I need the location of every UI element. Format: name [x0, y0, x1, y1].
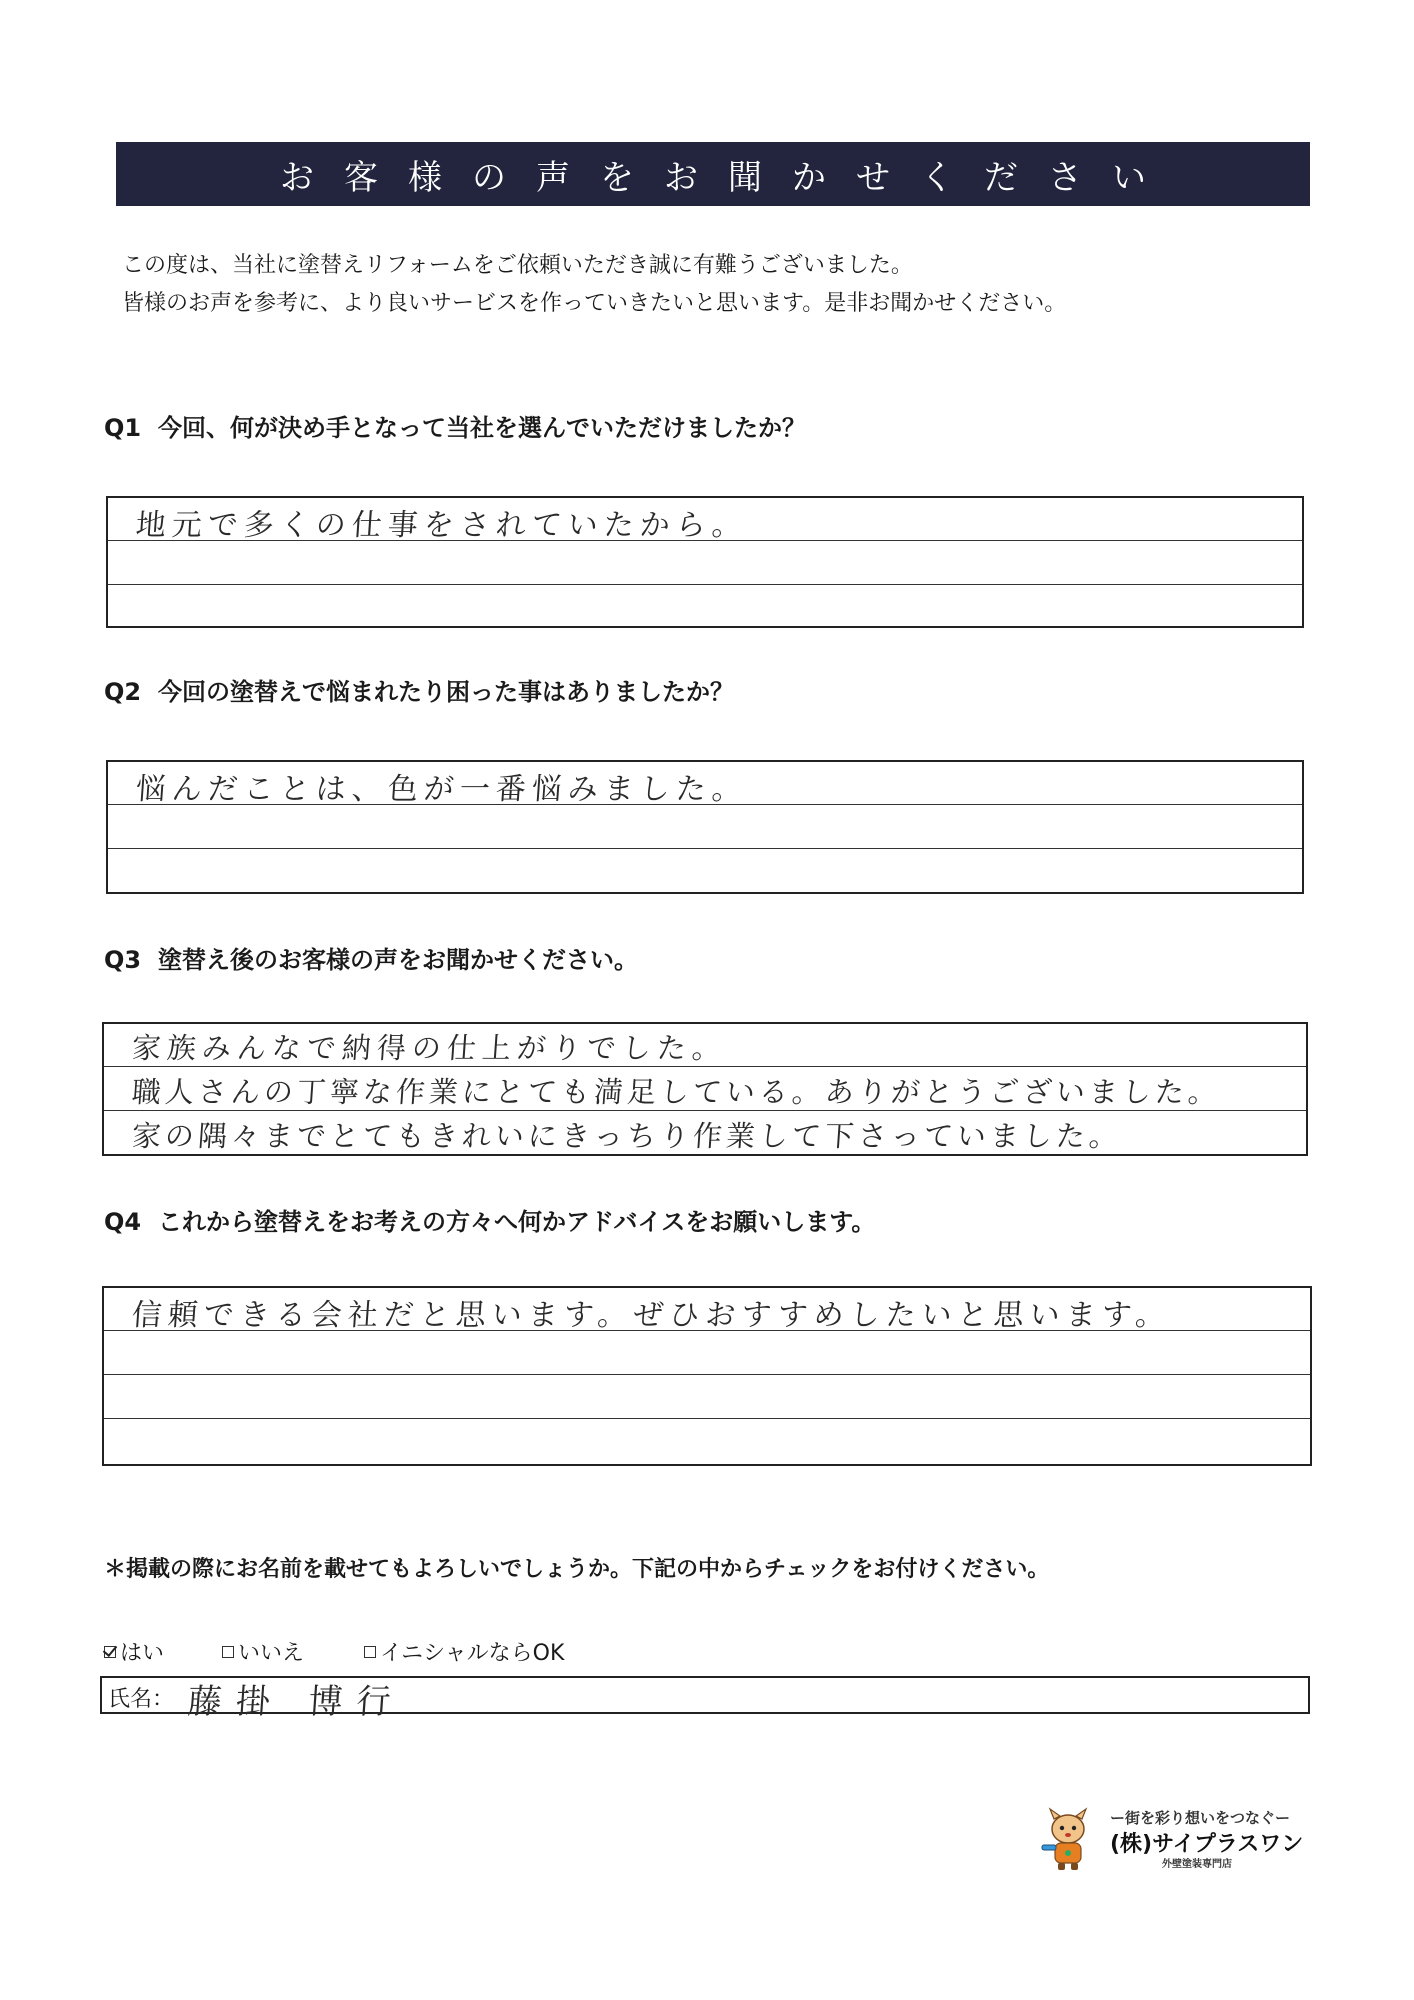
option-label: いいえ	[238, 1641, 305, 1666]
question-2	[104, 672, 734, 707]
question-number: Q4	[104, 1208, 142, 1236]
question-text: 今回、何が決め手となって当社を選んでいただけましたか？	[158, 414, 806, 442]
answer-q2-line1: 悩んだことは、色が一番悩みました。	[134, 772, 749, 807]
question-1	[104, 408, 806, 443]
page-title: お客様の声をお聞かせください	[116, 142, 1310, 206]
answer-line	[104, 1374, 1310, 1375]
answer-box-q1[interactable]	[106, 496, 1304, 628]
answer-q3-line1: 家族みんなで納得の仕上がりでした。	[130, 1031, 729, 1065]
company-logo	[1030, 1805, 1304, 1885]
name-field[interactable]	[100, 1676, 1310, 1722]
intro-line-2: 皆様のお声を参考に、より良いサービスを作っていきたいと思います。是非お聞かせください。	[122, 291, 1067, 316]
question-4	[104, 1202, 875, 1237]
answer-box-q3[interactable]	[102, 1022, 1308, 1156]
answer-line	[108, 848, 1302, 849]
consent-option-initials[interactable]	[364, 1636, 564, 1667]
checkbox[interactable]	[364, 1646, 376, 1658]
question-number: Q1	[104, 414, 142, 442]
answer-box-q2[interactable]	[106, 760, 1304, 894]
question-text: これから塗替えをお考えの方々へ何かアドバイスをお願いします。	[158, 1208, 876, 1236]
answer-q3-line3: 家の隅々までとてもきれいにきっちり作業して下さっていました。	[130, 1119, 1124, 1153]
option-label: イニシャルならOK	[380, 1641, 565, 1666]
answer-q1-line1: 地元で多くの仕事をされていたから。	[134, 508, 749, 543]
checkbox-checked[interactable]	[104, 1646, 116, 1658]
logo-tagline: ー街を彩り想いをつなぐー	[1110, 1809, 1291, 1827]
intro-line-1: この度は、当社に塗替えリフォームをご依頼いただき誠に有難うございました。	[122, 253, 913, 278]
answer-line	[104, 1418, 1310, 1419]
answer-q4-line1: 信頼できる会社だと思います。ぜひおすすめしたいと思います。	[130, 1298, 1173, 1333]
consent-option-yes[interactable]	[104, 1636, 164, 1667]
name-label: 氏名：	[108, 1687, 175, 1712]
answer-line	[108, 584, 1302, 585]
question-number: Q2	[104, 678, 142, 706]
name-value: 藤掛 博行	[186, 1682, 406, 1722]
consent-note: ＊掲載の際にお名前を載せてもよろしいでしょうか。下記の中からチェックをお付けください。	[104, 1557, 1050, 1582]
consent-option-no[interactable]	[222, 1636, 304, 1667]
question-3	[104, 940, 638, 975]
company-name: (株)サイプラスワン	[1110, 1832, 1304, 1857]
mascot-icon	[1038, 1807, 1098, 1871]
company-subtitle: 外壁塗装専門店	[1162, 1859, 1232, 1870]
question-text: 塗替え後のお客様の声をお聞かせください。	[158, 946, 638, 974]
option-label: はい	[120, 1641, 165, 1666]
answer-box-q4[interactable]	[102, 1286, 1312, 1466]
question-text: 今回の塗替えで悩まれたり困った事はありましたか？	[158, 678, 734, 706]
checkbox[interactable]	[222, 1646, 234, 1658]
question-number: Q3	[104, 946, 142, 974]
answer-q3-line2: 職人さんの丁寧な作業にとても満足している。ありがとうございました。	[130, 1075, 1223, 1109]
